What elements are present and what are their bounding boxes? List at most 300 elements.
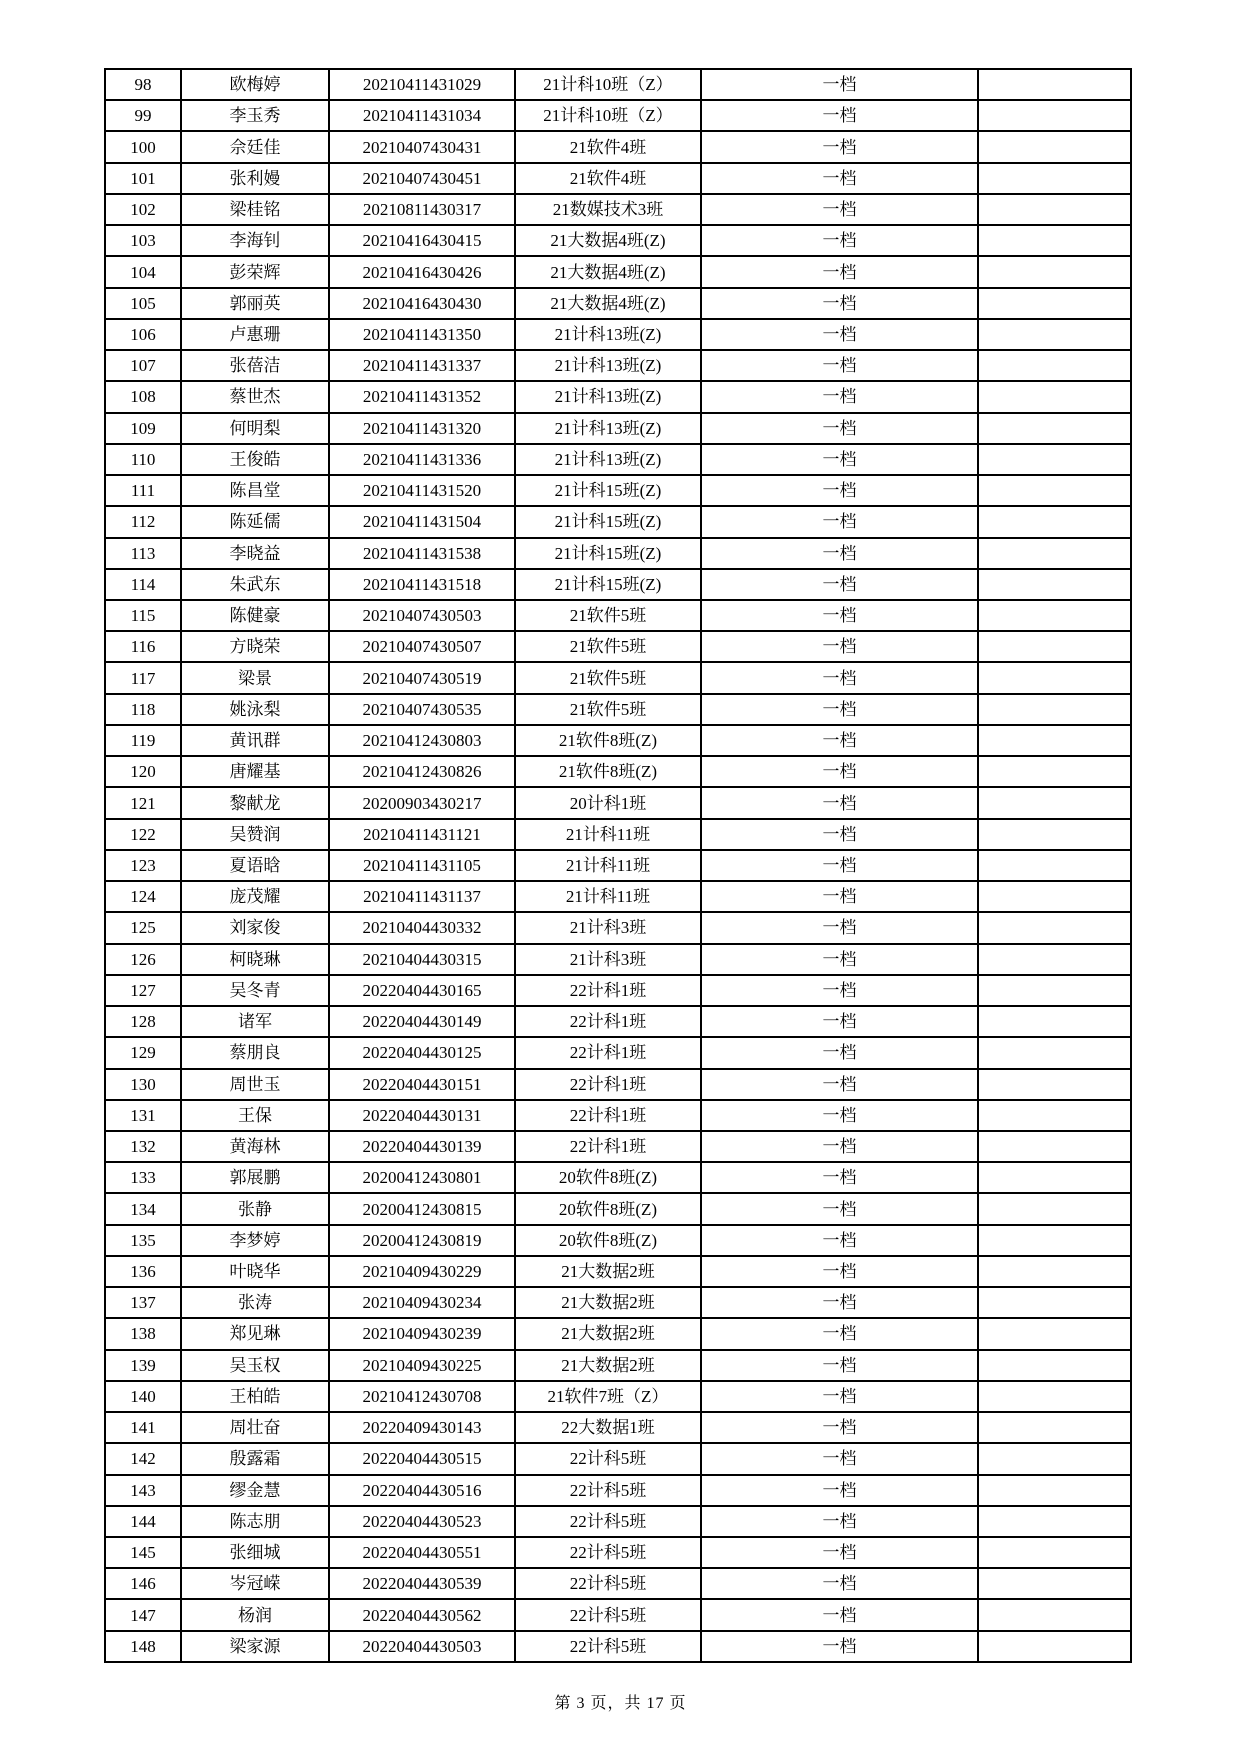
- table-row: [105, 1162, 1131, 1193]
- cell-tier: 一档: [701, 850, 978, 881]
- table-row: [105, 319, 1131, 350]
- cell-empty: [978, 819, 1131, 850]
- cell-student-id: 20210412430803: [329, 725, 515, 756]
- cell-row-number: 130: [105, 1069, 181, 1100]
- cell-row-number: 110: [105, 444, 181, 475]
- cell-class-name: 21软件5班: [515, 631, 701, 662]
- table-row: [105, 225, 1131, 256]
- cell-class-name: 21大数据2班: [515, 1287, 701, 1318]
- cell-student-name: 陈昌堂: [181, 475, 329, 506]
- table-row: [105, 881, 1131, 912]
- cell-student-name: 郭展鹏: [181, 1162, 329, 1193]
- cell-student-name: 吴冬青: [181, 975, 329, 1006]
- table-row: [105, 975, 1131, 1006]
- cell-student-id: 20210407430519: [329, 662, 515, 693]
- cell-student-name: 朱武东: [181, 569, 329, 600]
- cell-empty: [978, 1506, 1131, 1537]
- cell-student-name: 张细城: [181, 1537, 329, 1568]
- cell-tier: 一档: [701, 256, 978, 287]
- cell-class-name: 21计科13班(Z): [515, 381, 701, 412]
- table-row: [105, 1537, 1131, 1568]
- cell-row-number: 111: [105, 475, 181, 506]
- cell-tier: 一档: [701, 725, 978, 756]
- cell-row-number: 124: [105, 881, 181, 912]
- cell-row-number: 138: [105, 1318, 181, 1349]
- table-row: [105, 1131, 1131, 1162]
- table-row: [105, 194, 1131, 225]
- cell-class-name: 20软件8班(Z): [515, 1225, 701, 1256]
- cell-student-name: 李玉秀: [181, 100, 329, 131]
- cell-student-name: 夏语晗: [181, 850, 329, 881]
- cell-empty: [978, 600, 1131, 631]
- cell-student-name: 卢惠珊: [181, 319, 329, 350]
- table-row: [105, 1256, 1131, 1287]
- cell-student-id: 20210409430225: [329, 1350, 515, 1381]
- cell-student-id: 20200412430819: [329, 1225, 515, 1256]
- cell-student-name: 佘廷佳: [181, 131, 329, 162]
- cell-student-name: 吴玉权: [181, 1350, 329, 1381]
- cell-student-name: 梁家源: [181, 1631, 329, 1662]
- table-row: [105, 1193, 1131, 1224]
- cell-student-id: 20210411431352: [329, 381, 515, 412]
- cell-class-name: 22计科1班: [515, 1006, 701, 1037]
- cell-row-number: 98: [105, 69, 181, 100]
- cell-class-name: 21大数据2班: [515, 1350, 701, 1381]
- table-row: [105, 1599, 1131, 1630]
- cell-empty: [978, 1131, 1131, 1162]
- cell-row-number: 120: [105, 756, 181, 787]
- cell-student-id: 20210412430826: [329, 756, 515, 787]
- cell-row-number: 100: [105, 131, 181, 162]
- cell-class-name: 21数媒技术3班: [515, 194, 701, 225]
- cell-tier: 一档: [701, 131, 978, 162]
- cell-class-name: 21计科11班: [515, 819, 701, 850]
- cell-student-id: 20210411431538: [329, 538, 515, 569]
- cell-tier: 一档: [701, 1506, 978, 1537]
- cell-empty: [978, 1568, 1131, 1599]
- table-row: [105, 694, 1131, 725]
- cell-empty: [978, 1100, 1131, 1131]
- cell-student-id: 20210409430234: [329, 1287, 515, 1318]
- cell-empty: [978, 944, 1131, 975]
- table-row: [105, 1443, 1131, 1474]
- cell-row-number: 145: [105, 1537, 181, 1568]
- cell-tier: 一档: [701, 1193, 978, 1224]
- cell-student-name: 刘家俊: [181, 912, 329, 943]
- cell-row-number: 144: [105, 1506, 181, 1537]
- cell-class-name: 21软件8班(Z): [515, 756, 701, 787]
- cell-student-name: 周壮奋: [181, 1412, 329, 1443]
- cell-row-number: 121: [105, 787, 181, 818]
- cell-student-name: 方晓荣: [181, 631, 329, 662]
- table-body: [105, 69, 1131, 1662]
- cell-empty: [978, 475, 1131, 506]
- table-row: [105, 1350, 1131, 1381]
- cell-row-number: 99: [105, 100, 181, 131]
- table-row: [105, 538, 1131, 569]
- cell-student-id: 20220409430143: [329, 1412, 515, 1443]
- cell-row-number: 103: [105, 225, 181, 256]
- cell-class-name: 21计科15班(Z): [515, 506, 701, 537]
- cell-class-name: 22计科5班: [515, 1568, 701, 1599]
- cell-empty: [978, 1537, 1131, 1568]
- cell-tier: 一档: [701, 163, 978, 194]
- cell-empty: [978, 1225, 1131, 1256]
- cell-row-number: 139: [105, 1350, 181, 1381]
- cell-row-number: 132: [105, 1131, 181, 1162]
- cell-empty: [978, 1318, 1131, 1349]
- cell-student-name: 彭荣辉: [181, 256, 329, 287]
- cell-student-id: 20210412430708: [329, 1381, 515, 1412]
- cell-student-id: 20220404430539: [329, 1568, 515, 1599]
- cell-student-id: 20210409430229: [329, 1256, 515, 1287]
- cell-student-id: 20210407430503: [329, 600, 515, 631]
- cell-row-number: 131: [105, 1100, 181, 1131]
- table-row: [105, 1568, 1131, 1599]
- table-row: [105, 1318, 1131, 1349]
- cell-empty: [978, 1475, 1131, 1506]
- cell-class-name: 21计科10班（Z）: [515, 100, 701, 131]
- table-row: [105, 1037, 1131, 1068]
- cell-class-name: 22计科5班: [515, 1443, 701, 1474]
- cell-tier: 一档: [701, 631, 978, 662]
- cell-class-name: 21大数据4班(Z): [515, 256, 701, 287]
- cell-student-id: 20200412430801: [329, 1162, 515, 1193]
- cell-student-id: 20210411431336: [329, 444, 515, 475]
- table-row: [105, 756, 1131, 787]
- cell-tier: 一档: [701, 100, 978, 131]
- cell-row-number: 117: [105, 662, 181, 693]
- cell-empty: [978, 163, 1131, 194]
- cell-tier: 一档: [701, 1069, 978, 1100]
- cell-empty: [978, 350, 1131, 381]
- cell-row-number: 109: [105, 413, 181, 444]
- cell-empty: [978, 538, 1131, 569]
- cell-tier: 一档: [701, 1225, 978, 1256]
- cell-empty: [978, 1599, 1131, 1630]
- cell-student-name: 梁桂铭: [181, 194, 329, 225]
- cell-empty: [978, 694, 1131, 725]
- cell-class-name: 22计科1班: [515, 1069, 701, 1100]
- cell-class-name: 20软件8班(Z): [515, 1162, 701, 1193]
- cell-empty: [978, 1350, 1131, 1381]
- cell-student-name: 诸军: [181, 1006, 329, 1037]
- cell-row-number: 108: [105, 381, 181, 412]
- cell-class-name: 21大数据2班: [515, 1318, 701, 1349]
- cell-class-name: 22计科5班: [515, 1506, 701, 1537]
- table-row: [105, 131, 1131, 162]
- cell-student-id: 20220404430523: [329, 1506, 515, 1537]
- cell-empty: [978, 631, 1131, 662]
- cell-empty: [978, 444, 1131, 475]
- cell-row-number: 113: [105, 538, 181, 569]
- cell-student-id: 20210411431029: [329, 69, 515, 100]
- cell-student-name: 蔡朋良: [181, 1037, 329, 1068]
- cell-empty: [978, 1256, 1131, 1287]
- cell-student-id: 20210407430451: [329, 163, 515, 194]
- cell-row-number: 123: [105, 850, 181, 881]
- cell-row-number: 127: [105, 975, 181, 1006]
- cell-row-number: 112: [105, 506, 181, 537]
- cell-tier: 一档: [701, 975, 978, 1006]
- cell-student-name: 张静: [181, 1193, 329, 1224]
- cell-student-name: 郑见琳: [181, 1318, 329, 1349]
- cell-empty: [978, 506, 1131, 537]
- cell-student-name: 唐耀基: [181, 756, 329, 787]
- cell-empty: [978, 131, 1131, 162]
- cell-student-id: 20220404430503: [329, 1631, 515, 1662]
- cell-class-name: 20软件8班(Z): [515, 1193, 701, 1224]
- table-row: [105, 350, 1131, 381]
- cell-class-name: 21计科13班(Z): [515, 350, 701, 381]
- cell-student-id: 20210407430535: [329, 694, 515, 725]
- cell-empty: [978, 194, 1131, 225]
- cell-tier: 一档: [701, 1599, 978, 1630]
- cell-class-name: 22计科5班: [515, 1631, 701, 1662]
- table-row: [105, 1506, 1131, 1537]
- cell-tier: 一档: [701, 381, 978, 412]
- cell-row-number: 122: [105, 819, 181, 850]
- cell-empty: [978, 787, 1131, 818]
- cell-student-id: 20210411431121: [329, 819, 515, 850]
- cell-row-number: 134: [105, 1193, 181, 1224]
- cell-student-name: 陈志朋: [181, 1506, 329, 1537]
- cell-tier: 一档: [701, 1537, 978, 1568]
- cell-tier: 一档: [701, 1443, 978, 1474]
- cell-tier: 一档: [701, 444, 978, 475]
- cell-tier: 一档: [701, 1381, 978, 1412]
- cell-student-id: 20210416430430: [329, 288, 515, 319]
- cell-class-name: 21大数据4班(Z): [515, 225, 701, 256]
- cell-student-name: 叶晓华: [181, 1256, 329, 1287]
- cell-student-id: 20210409430239: [329, 1318, 515, 1349]
- cell-empty: [978, 1287, 1131, 1318]
- cell-class-name: 21软件4班: [515, 163, 701, 194]
- cell-class-name: 21软件8班(Z): [515, 725, 701, 756]
- cell-empty: [978, 881, 1131, 912]
- cell-tier: 一档: [701, 1318, 978, 1349]
- cell-class-name: 22计科1班: [515, 1037, 701, 1068]
- cell-empty: [978, 912, 1131, 943]
- table-row: [105, 631, 1131, 662]
- table-row: [105, 600, 1131, 631]
- cell-student-id: 20210411431350: [329, 319, 515, 350]
- cell-tier: 一档: [701, 787, 978, 818]
- cell-empty: [978, 319, 1131, 350]
- cell-empty: [978, 756, 1131, 787]
- table-row: [105, 256, 1131, 287]
- table-row: [105, 69, 1131, 100]
- cell-row-number: 101: [105, 163, 181, 194]
- cell-tier: 一档: [701, 225, 978, 256]
- table-row: [105, 1100, 1131, 1131]
- cell-student-name: 王保: [181, 1100, 329, 1131]
- table-row: [105, 662, 1131, 693]
- cell-class-name: 21计科11班: [515, 850, 701, 881]
- cell-student-name: 吴赞润: [181, 819, 329, 850]
- cell-empty: [978, 1443, 1131, 1474]
- cell-student-name: 张蓓洁: [181, 350, 329, 381]
- cell-row-number: 148: [105, 1631, 181, 1662]
- page-number-footer: 第 3 页，共 17 页: [554, 1695, 687, 1712]
- cell-tier: 一档: [701, 69, 978, 100]
- cell-empty: [978, 1193, 1131, 1224]
- cell-class-name: 21计科13班(Z): [515, 444, 701, 475]
- cell-empty: [978, 1006, 1131, 1037]
- cell-class-name: 22大数据1班: [515, 1412, 701, 1443]
- cell-student-id: 20210411431034: [329, 100, 515, 131]
- table-row: [105, 100, 1131, 131]
- cell-tier: 一档: [701, 1131, 978, 1162]
- cell-student-id: 20210411431320: [329, 413, 515, 444]
- table-row: [105, 1381, 1131, 1412]
- cell-student-id: 20220404430562: [329, 1599, 515, 1630]
- cell-tier: 一档: [701, 1162, 978, 1193]
- cell-row-number: 106: [105, 319, 181, 350]
- cell-tier: 一档: [701, 538, 978, 569]
- cell-class-name: 22计科1班: [515, 1131, 701, 1162]
- cell-student-id: 20210416430426: [329, 256, 515, 287]
- cell-student-name: 梁景: [181, 662, 329, 693]
- cell-class-name: 21软件4班: [515, 131, 701, 162]
- cell-student-id: 20220404430139: [329, 1131, 515, 1162]
- cell-class-name: 22计科1班: [515, 1100, 701, 1131]
- cell-student-name: 周世玉: [181, 1069, 329, 1100]
- table-row: [105, 944, 1131, 975]
- cell-student-id: 20210411431520: [329, 475, 515, 506]
- table-row: [105, 1412, 1131, 1443]
- table-row: [105, 850, 1131, 881]
- cell-tier: 一档: [701, 194, 978, 225]
- cell-empty: [978, 288, 1131, 319]
- table-row: [105, 413, 1131, 444]
- cell-empty: [978, 569, 1131, 600]
- cell-student-id: 20200903430217: [329, 787, 515, 818]
- cell-row-number: 129: [105, 1037, 181, 1068]
- table-row: [105, 1475, 1131, 1506]
- cell-empty: [978, 1412, 1131, 1443]
- cell-empty: [978, 256, 1131, 287]
- cell-student-id: 20210411431337: [329, 350, 515, 381]
- cell-student-name: 张利嫚: [181, 163, 329, 194]
- cell-student-id: 20220404430515: [329, 1443, 515, 1474]
- cell-student-name: 缪金慧: [181, 1475, 329, 1506]
- cell-student-id: 20200412430815: [329, 1193, 515, 1224]
- cell-empty: [978, 381, 1131, 412]
- cell-student-name: 蔡世杰: [181, 381, 329, 412]
- table-row: [105, 819, 1131, 850]
- cell-student-name: 李海钊: [181, 225, 329, 256]
- cell-student-name: 郭丽英: [181, 288, 329, 319]
- table-row: [105, 569, 1131, 600]
- cell-student-name: 殷露霜: [181, 1443, 329, 1474]
- cell-tier: 一档: [701, 350, 978, 381]
- cell-tier: 一档: [701, 1412, 978, 1443]
- cell-row-number: 126: [105, 944, 181, 975]
- table-row: [105, 1006, 1131, 1037]
- cell-student-id: 20220404430151: [329, 1069, 515, 1100]
- cell-row-number: 133: [105, 1162, 181, 1193]
- cell-student-name: 陈延儒: [181, 506, 329, 537]
- cell-class-name: 21计科15班(Z): [515, 538, 701, 569]
- cell-student-name: 张涛: [181, 1287, 329, 1318]
- cell-student-id: 20220404430551: [329, 1537, 515, 1568]
- cell-tier: 一档: [701, 1037, 978, 1068]
- cell-row-number: 147: [105, 1599, 181, 1630]
- cell-tier: 一档: [701, 881, 978, 912]
- cell-class-name: 20计科1班: [515, 787, 701, 818]
- cell-class-name: 22计科5班: [515, 1475, 701, 1506]
- cell-empty: [978, 850, 1131, 881]
- cell-row-number: 141: [105, 1412, 181, 1443]
- cell-class-name: 22计科5班: [515, 1537, 701, 1568]
- table-row: [105, 163, 1131, 194]
- cell-row-number: 136: [105, 1256, 181, 1287]
- cell-tier: 一档: [701, 1631, 978, 1662]
- cell-student-name: 李梦婷: [181, 1225, 329, 1256]
- cell-student-name: 岑冠嵘: [181, 1568, 329, 1599]
- cell-tier: 一档: [701, 1568, 978, 1599]
- cell-student-id: 20210407430507: [329, 631, 515, 662]
- cell-student-name: 姚泳梨: [181, 694, 329, 725]
- cell-row-number: 116: [105, 631, 181, 662]
- cell-student-id: 20220404430131: [329, 1100, 515, 1131]
- cell-empty: [978, 725, 1131, 756]
- cell-student-name: 王俊皓: [181, 444, 329, 475]
- cell-tier: 一档: [701, 600, 978, 631]
- cell-class-name: 21软件5班: [515, 662, 701, 693]
- cell-class-name: 21软件5班: [515, 694, 701, 725]
- table-row: [105, 912, 1131, 943]
- cell-tier: 一档: [701, 1350, 978, 1381]
- cell-empty: [978, 1162, 1131, 1193]
- table-row: [105, 1631, 1131, 1662]
- cell-student-id: 20210411431105: [329, 850, 515, 881]
- cell-row-number: 114: [105, 569, 181, 600]
- cell-class-name: 21计科10班（Z）: [515, 69, 701, 100]
- cell-student-id: 20210404430315: [329, 944, 515, 975]
- cell-empty: [978, 662, 1131, 693]
- cell-student-id: 20210407430431: [329, 131, 515, 162]
- cell-class-name: 21软件7班（Z）: [515, 1381, 701, 1412]
- cell-class-name: 22计科1班: [515, 975, 701, 1006]
- cell-empty: [978, 413, 1131, 444]
- cell-class-name: 21软件5班: [515, 600, 701, 631]
- cell-row-number: 102: [105, 194, 181, 225]
- cell-row-number: 128: [105, 1006, 181, 1037]
- table-row: [105, 506, 1131, 537]
- cell-class-name: 21计科15班(Z): [515, 475, 701, 506]
- cell-row-number: 125: [105, 912, 181, 943]
- cell-tier: 一档: [701, 1006, 978, 1037]
- table-row: [105, 444, 1131, 475]
- cell-class-name: 21大数据2班: [515, 1256, 701, 1287]
- cell-tier: 一档: [701, 1475, 978, 1506]
- cell-student-name: 王柏皓: [181, 1381, 329, 1412]
- cell-student-name: 黎献龙: [181, 787, 329, 818]
- cell-student-name: 黄海林: [181, 1131, 329, 1162]
- cell-class-name: 21计科11班: [515, 881, 701, 912]
- cell-tier: 一档: [701, 819, 978, 850]
- cell-tier: 一档: [701, 694, 978, 725]
- table-row: [105, 381, 1131, 412]
- table-row: [105, 725, 1131, 756]
- cell-student-id: 20220404430516: [329, 1475, 515, 1506]
- cell-class-name: 21计科15班(Z): [515, 569, 701, 600]
- cell-class-name: 21计科13班(Z): [515, 413, 701, 444]
- cell-student-name: 欧梅婷: [181, 69, 329, 100]
- cell-student-id: 20220404430165: [329, 975, 515, 1006]
